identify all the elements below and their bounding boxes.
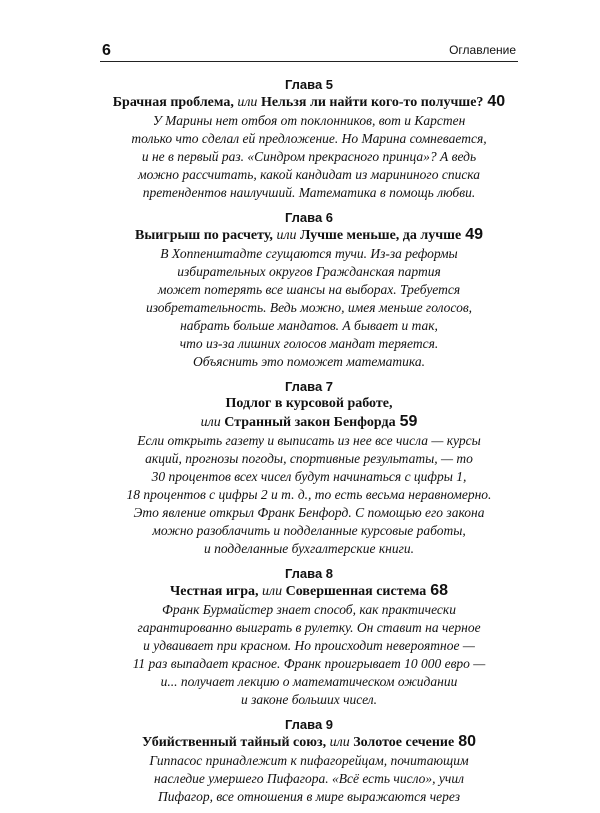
- description-line: изобретательность. Ведь можно, имея меньше голосов,: [145, 300, 473, 315]
- description-line: гарантированно выиграть в рулетку. Он ставит на черное: [137, 620, 481, 635]
- chapter-title[interactable]: [100, 413, 518, 432]
- description-line: 11 раз выпадает красное. Франк проигрывает 10 000 евро —: [132, 656, 486, 671]
- description-line: Пифагор, все отношения в мире выражаются через: [158, 789, 460, 804]
- description-line: Франк Бурмайстер знает способ, как практически: [162, 602, 456, 617]
- chapter-title[interactable]: [100, 226, 518, 245]
- chapter-label: Глава 6: [284, 210, 334, 225]
- chapter-label: Глава 5: [284, 77, 334, 92]
- description-line: можно разоблачить и подделанные курсовые работы,: [152, 523, 466, 538]
- page-number: 6: [102, 42, 111, 59]
- description-line: что из-за лишних голосов мандат теряется.: [179, 336, 439, 351]
- chapter-title[interactable]: [100, 733, 518, 752]
- chapter-label: Глава 7: [284, 379, 334, 394]
- chapter-label: Глава 8: [284, 566, 334, 581]
- description-line: В Хоппенштадте сгущаются тучи. Из-за реформы: [160, 246, 458, 261]
- description-line: и законе больших чисел.: [240, 692, 378, 707]
- chapter-subtitle: Лучше меньше, да лучше: [296, 228, 462, 243]
- toc-entry[interactable]: [100, 565, 518, 709]
- description-line: Это явление открыл Франк Бенфорд. С помощью его закона: [133, 505, 485, 520]
- chapter-page-number[interactable]: 59: [399, 413, 418, 430]
- chapter-title[interactable]: [100, 93, 518, 112]
- page-header: [100, 34, 518, 62]
- chapter-subtitle: Совершенная система: [282, 584, 427, 599]
- chapter-title-part: Честная игра,: [169, 584, 263, 599]
- description-line: Объяснить это поможет математика.: [193, 354, 425, 369]
- chapter-title[interactable]: [100, 582, 518, 601]
- chapter-label: Глава 9: [284, 717, 334, 732]
- toc-list: [100, 76, 518, 813]
- description-line: наследие умершего Пифагора. «Всё есть число», учил: [154, 771, 464, 786]
- chapter-description: [100, 245, 518, 371]
- chapter-subtitle: Золотое сечение: [349, 735, 455, 750]
- description-line: набрать больше мандатов. А бывает и так,: [180, 318, 438, 333]
- chapter-description: [100, 601, 518, 709]
- chapter-title[interactable]: [100, 395, 518, 413]
- chapter-page-number[interactable]: 40: [487, 93, 506, 110]
- chapter-title-part: Убийственный тайный союз,: [142, 735, 330, 750]
- toc-entry[interactable]: [100, 209, 518, 371]
- or-connector: или: [276, 228, 297, 243]
- chapter-title-part: Выигрыш по расчету,: [135, 228, 277, 243]
- description-line: 18 процентов с цифры 2 и т. д., то есть весьма неравномерно.: [126, 487, 492, 502]
- or-connector: или: [237, 95, 258, 110]
- chapter-title-part: Брачная проблема,: [112, 95, 238, 110]
- toc-entry[interactable]: [100, 716, 518, 806]
- or-connector: или: [262, 584, 283, 599]
- description-line: У Марины нет отбоя от поклонников, вот и Карстен: [152, 113, 466, 128]
- chapter-description: [100, 752, 518, 806]
- chapter-subtitle: Нельзя ли найти кого-то получше?: [257, 95, 484, 110]
- description-line: только что сделал ей предложение. Но Марина сомневается,: [131, 131, 487, 146]
- header-divider: [100, 61, 518, 62]
- description-line: и удваивает при красном. Но происходит невероятное —: [143, 638, 475, 653]
- toc-entry[interactable]: [100, 76, 518, 202]
- description-line: избирательных округов Гражданская партия: [177, 264, 441, 279]
- description-line: и... получает лекцию о математическом ожидании: [160, 674, 458, 689]
- description-line: 30 процентов всех чисел будут начинаться с цифры 1,: [151, 469, 467, 484]
- chapter-page-number[interactable]: 68: [430, 582, 449, 599]
- description-line: Если открыть газету и выписать из нее все числа — курсы: [137, 433, 481, 448]
- description-line: претендентов наилучший. Математика в помощь любви.: [142, 185, 476, 200]
- chapter-page-number[interactable]: 80: [458, 733, 476, 750]
- description-line: акций, прогнозы погоды, спортивные результаты, — то: [145, 451, 473, 466]
- or-connector: или: [200, 415, 221, 430]
- description-line: и подделанные бухгалтерские книги.: [203, 541, 415, 556]
- description-line: может потерять все шансы на выборах. Требуется: [157, 282, 461, 297]
- section-title: Оглавление: [449, 43, 516, 57]
- chapter-description: [100, 112, 518, 202]
- chapter-page-number[interactable]: 49: [465, 226, 483, 243]
- chapter-title-part: Подлог в курсовой работе,: [225, 396, 393, 411]
- or-connector: или: [329, 735, 350, 750]
- toc-entry[interactable]: [100, 378, 518, 558]
- description-line: и не в первый раз. «Синдром прекрасного принца»? А ведь: [141, 149, 477, 164]
- description-line: Гиппасос принадлежит к пифагорейцам, почитающим: [149, 753, 469, 768]
- chapter-description: [100, 432, 518, 558]
- chapter-subtitle: Странный закон Бенфорда: [220, 415, 396, 430]
- description-line: можно рассчитать, какой кандидат из марининого списка: [137, 167, 481, 182]
